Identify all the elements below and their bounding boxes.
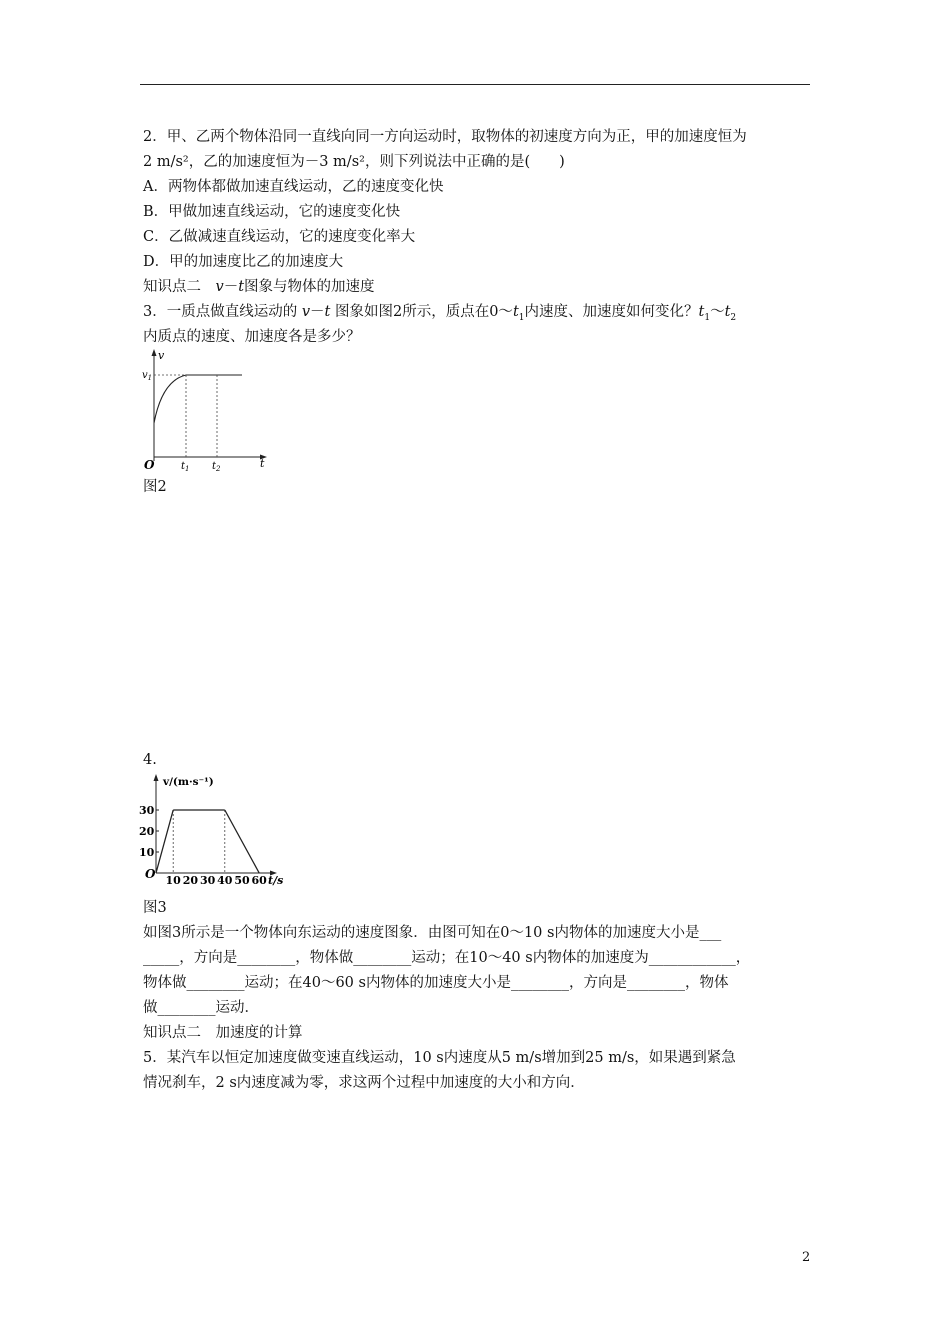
q2-option-b: B．甲做加速直线运动，它的速度变化快 xyxy=(143,204,401,220)
q2-option-a: A．两物体都做加速直线运动，乙的速度变化快 xyxy=(143,179,444,195)
figure-3-velocity-chart xyxy=(135,770,295,888)
figure-3-caption: 图3 xyxy=(143,900,167,916)
page-number: 2 xyxy=(802,1250,811,1265)
fig3-origin-label: O xyxy=(145,867,156,881)
fig2-origin-label: O xyxy=(144,458,155,472)
fig3-velocity-segment xyxy=(156,810,173,873)
fig2-curve xyxy=(154,375,186,423)
fig3-x-tick-label: 60 xyxy=(251,874,267,887)
q4-text-line3: 物体做________运动；在40～60 s内物体的加速度大小是________，方向是________，物体 xyxy=(143,975,729,991)
fig3-y-axis-label: v/(m·s⁻¹) xyxy=(163,776,214,788)
fig2-t-label: t xyxy=(260,457,265,470)
q4-text-line2: _____，方向是________，物体做________运动；在10～40 s内物体的加速度为____________， xyxy=(143,950,751,966)
fig3-x-tick-label: 40 xyxy=(217,874,233,887)
q3-line1: 3．一质点做直线运动的 v－t 图象如图2所示，质点在$0\sim t_1$内速度、加速度如何变化？$t_1\sim t_2$ xyxy=(143,304,737,323)
fig3-y-tick-label: 30 xyxy=(139,804,155,817)
figure-2-caption: 图2 xyxy=(143,479,167,495)
fig2-t2-label: $t_2$ xyxy=(212,461,221,473)
q3-line2: 内质点的速度、加速度各是多少？ xyxy=(143,329,361,345)
q4-number: 4. xyxy=(143,752,157,768)
fig3-y-tick-label: 10 xyxy=(139,846,155,859)
q2-option-d: D．甲的加速度比乙的加速度大 xyxy=(143,254,344,270)
fig2-v1-label: $v_1$ xyxy=(142,370,153,382)
header-rule xyxy=(140,84,810,85)
fig3-y-axis-arrow xyxy=(154,774,159,781)
figure-2-vt-graph xyxy=(135,345,280,473)
q2-line1: 2．甲、乙两个物体沿同一直线向同一方向运动时，取物体的初速度方向为正，甲的加速度恒为 xyxy=(143,129,747,145)
fig2-t1-label: $t_1$ xyxy=(181,461,190,473)
fig3-x-tick-label: 30 xyxy=(199,874,216,887)
q5-line1: 5．某汽车以恒定加速度做变速直线运动，10 s内速度从5 m/s增加到25 m/s，如果遇到紧急 xyxy=(143,1050,736,1066)
fig3-x-tick-label: 20 xyxy=(182,874,199,887)
fig3-x-axis-label: t/s xyxy=(268,874,284,887)
q4-text-line1: 如图3所示是一个物体向东运动的速度图象．由图可知在0～10 s内物体的加速度大小是___ xyxy=(143,925,722,941)
fig3-y-tick-label: 20 xyxy=(139,825,155,838)
q5-line2: 情况刹车，2 s内速度减为零，求这两个过程中加速度的大小和方向． xyxy=(143,1075,585,1091)
fig3-velocity-segment xyxy=(225,810,259,873)
section-heading-vt: 知识点二 v－t图象与物体的加速度 xyxy=(143,279,375,295)
fig2-v-label: v xyxy=(158,349,165,362)
section-heading-accel-calc: 知识点二 加速度的计算 xyxy=(143,1025,303,1041)
q2-line2: 2 m/s²，乙的加速度恒为－3 m/s²，则下列说法中正确的是( ) xyxy=(143,154,565,170)
q2-option-c: C．乙做减速直线运动，它的速度变化率大 xyxy=(143,229,416,245)
fig3-x-tick-label: 50 xyxy=(234,874,250,887)
q4-text-line4: 做________运动． xyxy=(143,1000,259,1016)
fig3-x-tick-label: 10 xyxy=(165,874,181,887)
fig2-v-axis-arrow xyxy=(152,349,157,356)
